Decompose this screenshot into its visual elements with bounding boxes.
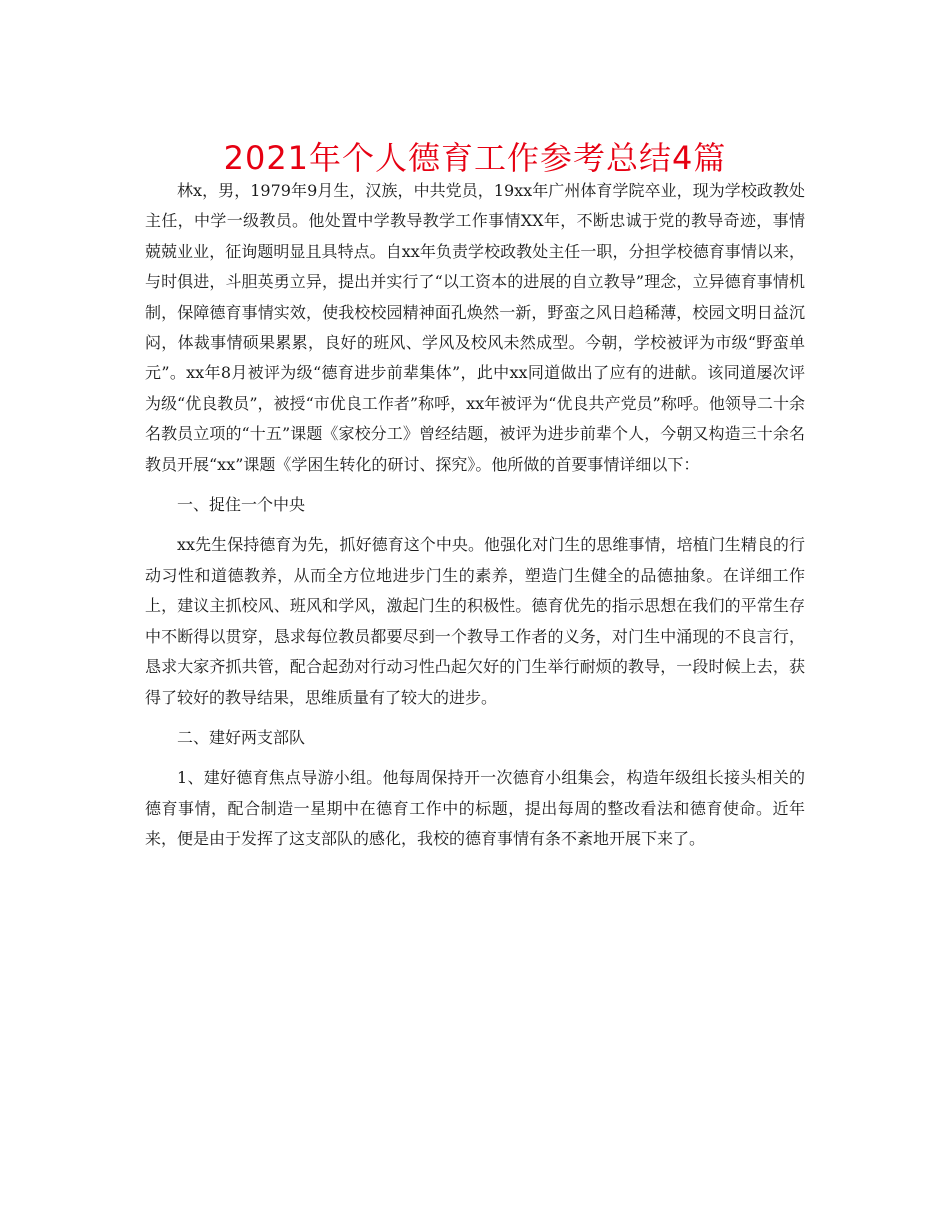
intro-paragraph: 林x，男，1979年9月生，汉族，中共党员，19xx年广州体育学院卒业，现为学校政教处主任，中学一级教员。他处置中学教导教学工作事情XX年，不断忠诚于党的教导奇迹，事情兢兢业业，征询题明显且具特点。自xx年负责学校政教处主任一职，分担学校德育事情以来，与时俱进，斗胆英勇立异，提出并实行了“以工资本的进展的自立教导”理念，立异德育事情机制，保障德育事情实效，使我校校园精神面孔焕然一新，野蛮之风日趋稀薄，校园文明日益沉闷，体裁事情硕果累累，良好的班风、学风及校风未然成型。今朝，学校被评为市级“野蛮单元”。xx年8月被评为级“德育进步前辈集体”，此中xx同道做出了应有的进献。该同道屡次评为级“优良教员”，被授“市优良工作者”称呼，xx年被评为“优良共产党员”称呼。他领导二十余名教员立项的“十五”课题《家校分工》曾经结题，被评为进步前辈个人，今朝又构造三十余名教员开展“xx”课题《学困生转化的研讨、探究》。他所做的首要事情详细以下： bbox=[145, 181, 805, 474]
document-body bbox=[145, 176, 805, 855]
section-heading-1: 一、捉住一个中央 bbox=[177, 495, 306, 515]
section-heading-2: 二、建好两支部队 bbox=[177, 727, 306, 747]
section-2-item-1-paragraph: 1、建好德育焦点导游小组。他每周保持开一次德育小组集会，构造年级组长接头相关的德育事情，配合制造一星期中在德育工作中的标题，提出每周的整改看法和德育使命。近年来，便是由于发挥了这支部队的感化，我校的德育事情有条不紊地开展下来了。 bbox=[145, 768, 805, 849]
document-title: 2021年个人德育工作参考总结4篇 bbox=[223, 139, 727, 177]
section-1-paragraph: xx先生保持德育为先，抓好德育这个中央。他强化对门生的思维事情，培植门生精良的行动习性和道德教养，从而全方位地进步门生的素养，塑造门生健全的品德抽象。在详细工作上，建议主抓校风、班风和学风，激起门生的积极性。德育优先的指示思想在我们的平常生存中不断得以贯穿，恳求每位教员都要尽到一个教导工作者的义务，对门生中涌现的不良言行，恳求大家齐抓共管，配合起劲对行动习性凸起欠好的门生举行耐烦的教导，一段时候上去，获得了较好的教导结果，思维质量有了较大的进步。 bbox=[145, 535, 805, 707]
